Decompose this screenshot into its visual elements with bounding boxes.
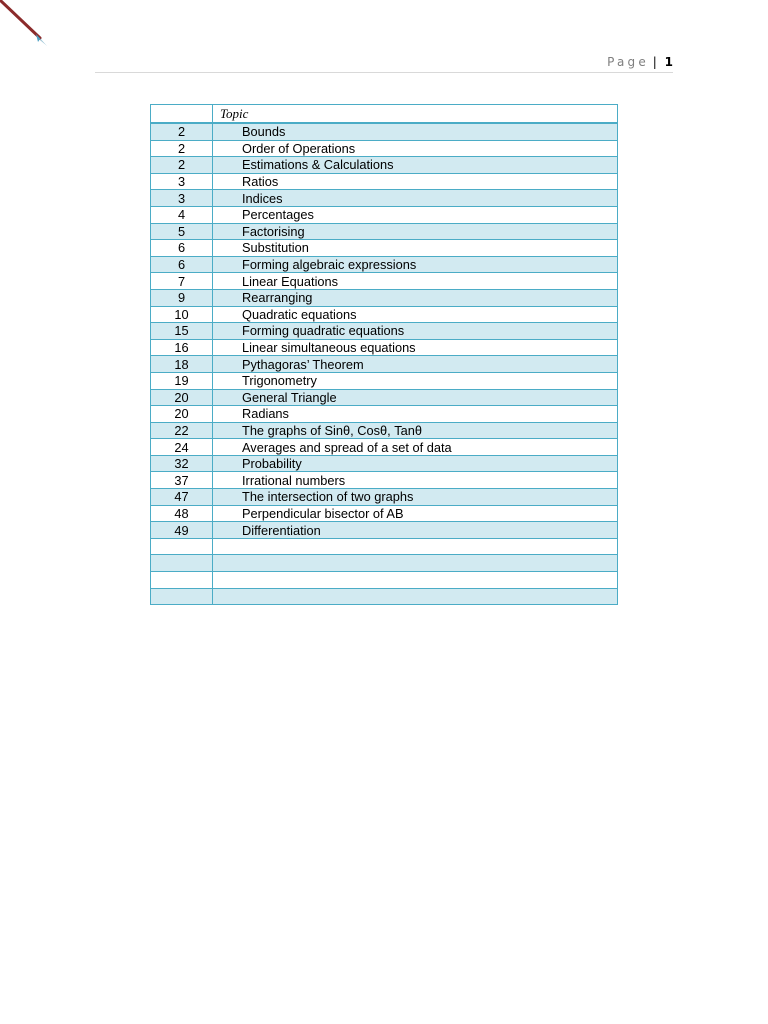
row-topic: Perpendicular bisector of AB xyxy=(213,505,618,522)
row-page-number: 47 xyxy=(151,489,213,506)
row-topic: Radians xyxy=(213,406,618,423)
row-topic xyxy=(213,538,618,555)
row-page-number: 20 xyxy=(151,389,213,406)
row-page-number: 2 xyxy=(151,123,213,140)
row-page-number: 10 xyxy=(151,306,213,323)
row-page-number: 2 xyxy=(151,157,213,174)
row-topic: Ratios xyxy=(213,173,618,190)
row-page-number: 20 xyxy=(151,406,213,423)
table-row xyxy=(151,505,618,522)
table-row xyxy=(151,406,618,423)
row-page-number: 49 xyxy=(151,522,213,539)
table-row xyxy=(151,256,618,273)
pen-cursor-icon xyxy=(0,0,52,52)
row-page-number: 9 xyxy=(151,289,213,306)
row-topic: Irrational numbers xyxy=(213,472,618,489)
topics-table xyxy=(150,104,618,605)
table-row xyxy=(151,356,618,373)
row-page-number: 3 xyxy=(151,190,213,207)
table-row xyxy=(151,489,618,506)
table-row xyxy=(151,339,618,356)
row-topic: Probability xyxy=(213,455,618,472)
row-page-number: 18 xyxy=(151,356,213,373)
row-topic: Rearranging xyxy=(213,289,618,306)
row-page-number: 15 xyxy=(151,323,213,340)
table-row xyxy=(151,240,618,257)
table-row xyxy=(151,206,618,223)
row-page-number: 7 xyxy=(151,273,213,290)
row-page-number: 32 xyxy=(151,455,213,472)
header-page-cell xyxy=(151,105,213,124)
table-row xyxy=(151,538,618,555)
table-header-row xyxy=(151,105,618,124)
row-page-number: 48 xyxy=(151,505,213,522)
row-page-number xyxy=(151,538,213,555)
table-row xyxy=(151,439,618,456)
table-row xyxy=(151,372,618,389)
table-row xyxy=(151,389,618,406)
row-topic xyxy=(213,555,618,572)
row-page-number: 19 xyxy=(151,372,213,389)
row-page-number xyxy=(151,588,213,605)
row-topic: Pythagoras’ Theorem xyxy=(213,356,618,373)
row-topic xyxy=(213,572,618,589)
row-page-number: 6 xyxy=(151,256,213,273)
row-topic: Percentages xyxy=(213,206,618,223)
row-page-number: 4 xyxy=(151,206,213,223)
row-topic: Linear Equations xyxy=(213,273,618,290)
row-topic: Estimations & Calculations xyxy=(213,157,618,174)
table-row xyxy=(151,572,618,589)
row-page-number: 16 xyxy=(151,339,213,356)
page-label: Page xyxy=(607,55,649,69)
row-page-number xyxy=(151,555,213,572)
row-page-number: 37 xyxy=(151,472,213,489)
page-number xyxy=(607,55,673,69)
row-page-number xyxy=(151,572,213,589)
table-row xyxy=(151,306,618,323)
row-topic: Order of Operations xyxy=(213,140,618,157)
table-row xyxy=(151,289,618,306)
row-topic: Substitution xyxy=(213,240,618,257)
table-row xyxy=(151,123,618,140)
row-page-number: 22 xyxy=(151,422,213,439)
row-topic: Differentiation xyxy=(213,522,618,539)
row-topic: The intersection of two graphs xyxy=(213,489,618,506)
table-row xyxy=(151,273,618,290)
page-header xyxy=(95,54,673,73)
table-row xyxy=(151,422,618,439)
row-topic: Linear simultaneous equations xyxy=(213,339,618,356)
table-row xyxy=(151,555,618,572)
row-topic: Indices xyxy=(213,190,618,207)
row-topic: Forming algebraic expressions xyxy=(213,256,618,273)
row-topic: Factorising xyxy=(213,223,618,240)
table-row xyxy=(151,522,618,539)
row-topic xyxy=(213,588,618,605)
table-row xyxy=(151,140,618,157)
page-separator: | xyxy=(652,55,657,69)
row-topic: Forming quadratic equations xyxy=(213,323,618,340)
row-topic: The graphs of Sinθ, Cosθ, Tanθ xyxy=(213,422,618,439)
table-row xyxy=(151,157,618,174)
row-topic: General Triangle xyxy=(213,389,618,406)
table-row xyxy=(151,455,618,472)
row-page-number: 6 xyxy=(151,240,213,257)
row-topic: Trigonometry xyxy=(213,372,618,389)
row-topic: Bounds xyxy=(213,123,618,140)
table-row xyxy=(151,173,618,190)
table-row xyxy=(151,323,618,340)
header-topic-cell: Topic xyxy=(213,105,618,124)
table-row xyxy=(151,472,618,489)
row-topic: Averages and spread of a set of data xyxy=(213,439,618,456)
row-page-number: 3 xyxy=(151,173,213,190)
table-row xyxy=(151,190,618,207)
row-page-number: 5 xyxy=(151,223,213,240)
table-row xyxy=(151,588,618,605)
page-number-value: 1 xyxy=(664,55,673,69)
table-row xyxy=(151,223,618,240)
row-page-number: 24 xyxy=(151,439,213,456)
row-page-number: 2 xyxy=(151,140,213,157)
row-topic: Quadratic equations xyxy=(213,306,618,323)
